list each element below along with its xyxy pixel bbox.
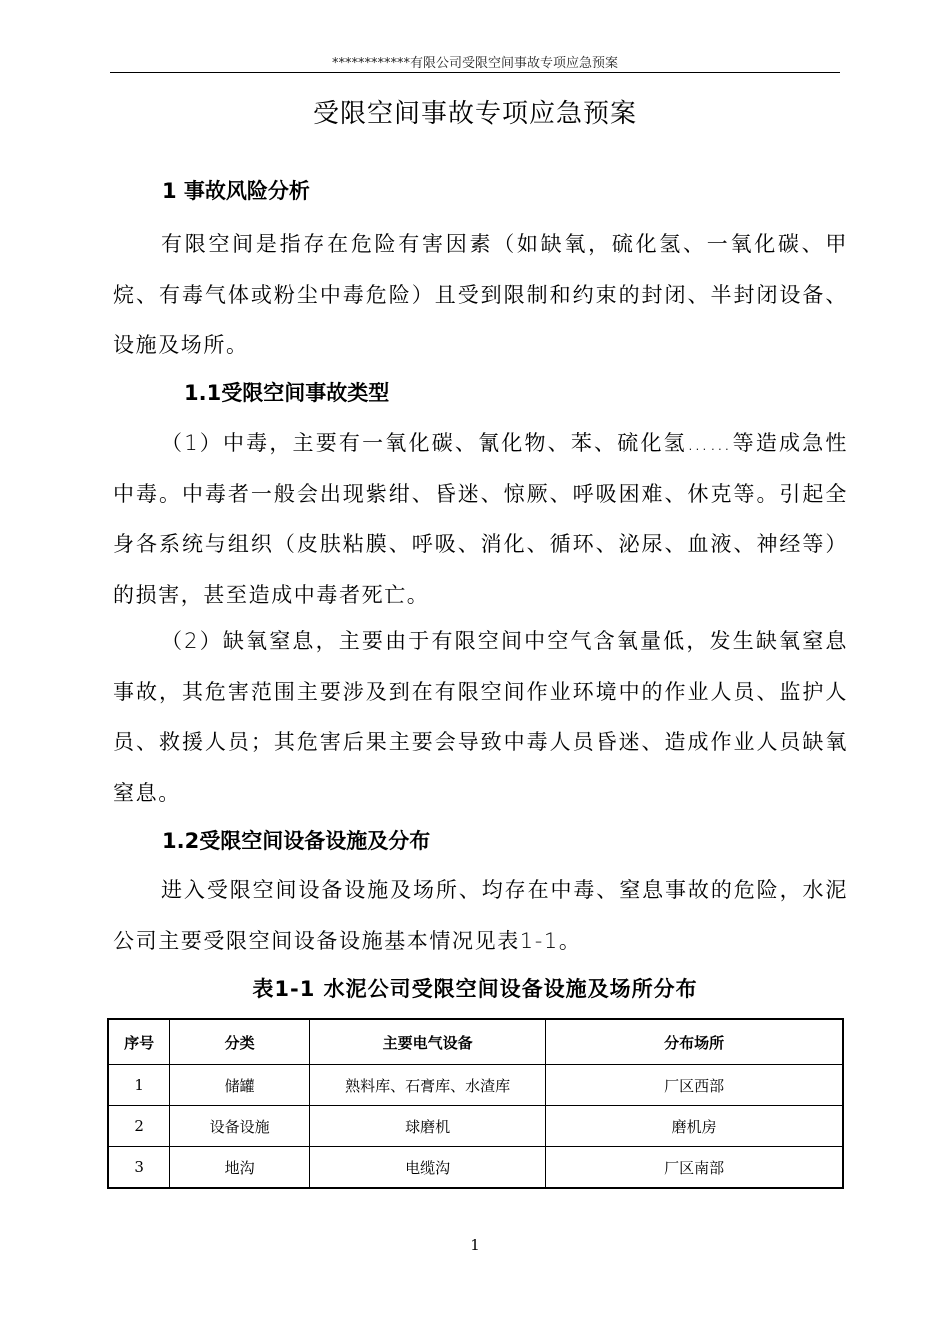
accident-type-asphyxiation: （2）缺氧窒息，主要由于有限空间中空气含氧量低，发生缺氧窒息事故，其危害范围主要涉及到在有限空间作业环境中的作业人员、监护人员、救援人员；其危害后果主要会导致中毒人员昏迷、造成作业人员缺氧窒息。 [113, 629, 848, 805]
running-header: ************有限公司受限空间事故专项应急预案 [331, 56, 618, 71]
table-row [108, 1065, 843, 1106]
facility-distribution-table [107, 1018, 844, 1189]
accident-type-poisoning: （1）中毒，主要有一氧化碳、氰化物、苯、硫化氢……等造成急性中毒。中毒者一般会出现紫绀、昏迷、惊厥、呼吸困难、休克等。引起全身各系统与组织（皮肤粘膜、呼吸、消化、循环、泌尿、血液、神经等）的损害，甚至造成中毒者死亡。 [113, 431, 848, 607]
header-cell-index: 序号 [108, 1019, 170, 1065]
table-row [108, 1106, 843, 1147]
header-cell-equipment: 主要电气设备 [309, 1019, 545, 1065]
cell-location: 磨机房 [546, 1106, 843, 1147]
cell-location: 厂区西部 [546, 1065, 843, 1106]
cell-equipment: 电缆沟 [309, 1147, 545, 1189]
cell-index: 2 [108, 1106, 170, 1147]
cell-category: 储罐 [170, 1065, 310, 1106]
section-heading-1-2: 1.2受限空间设备设施及分布 [162, 829, 431, 853]
cell-category: 地沟 [170, 1147, 310, 1189]
cell-equipment: 熟料库、石膏库、水渣库 [309, 1065, 545, 1106]
table-row [108, 1147, 843, 1189]
cell-location: 厂区南部 [546, 1147, 843, 1189]
section-1-2-intro: 进入受限空间设备设施及场所、均存在中毒、窒息事故的危险，水泥公司主要受限空间设备设施基本情况见表1-1。 [113, 878, 848, 953]
page-number: 1 [470, 1236, 480, 1254]
header-rule [110, 72, 840, 73]
cell-category: 设备设施 [170, 1106, 310, 1147]
cell-index: 3 [108, 1147, 170, 1189]
section-heading-1-1: 1.1受限空间事故类型 [184, 381, 390, 405]
table-header-row [108, 1019, 843, 1065]
section-heading-1: 1 事故风险分析 [162, 179, 310, 203]
header-cell-location: 分布场所 [546, 1019, 843, 1065]
header-cell-category: 分类 [170, 1019, 310, 1065]
table-caption: 表1-1 水泥公司受限空间设备设施及场所分布 [252, 977, 698, 1001]
section-1-intro: 有限空间是指存在危险有害因素（如缺氧，硫化氢、一氧化碳、甲烷、有毒气体或粉尘中毒危险）且受到限制和约束的封闭、半封闭设备、设施及场所。 [113, 232, 848, 357]
document-title: 受限空间事故专项应急预案 [312, 99, 637, 129]
cell-index: 1 [108, 1065, 170, 1106]
cell-equipment: 球磨机 [309, 1106, 545, 1147]
